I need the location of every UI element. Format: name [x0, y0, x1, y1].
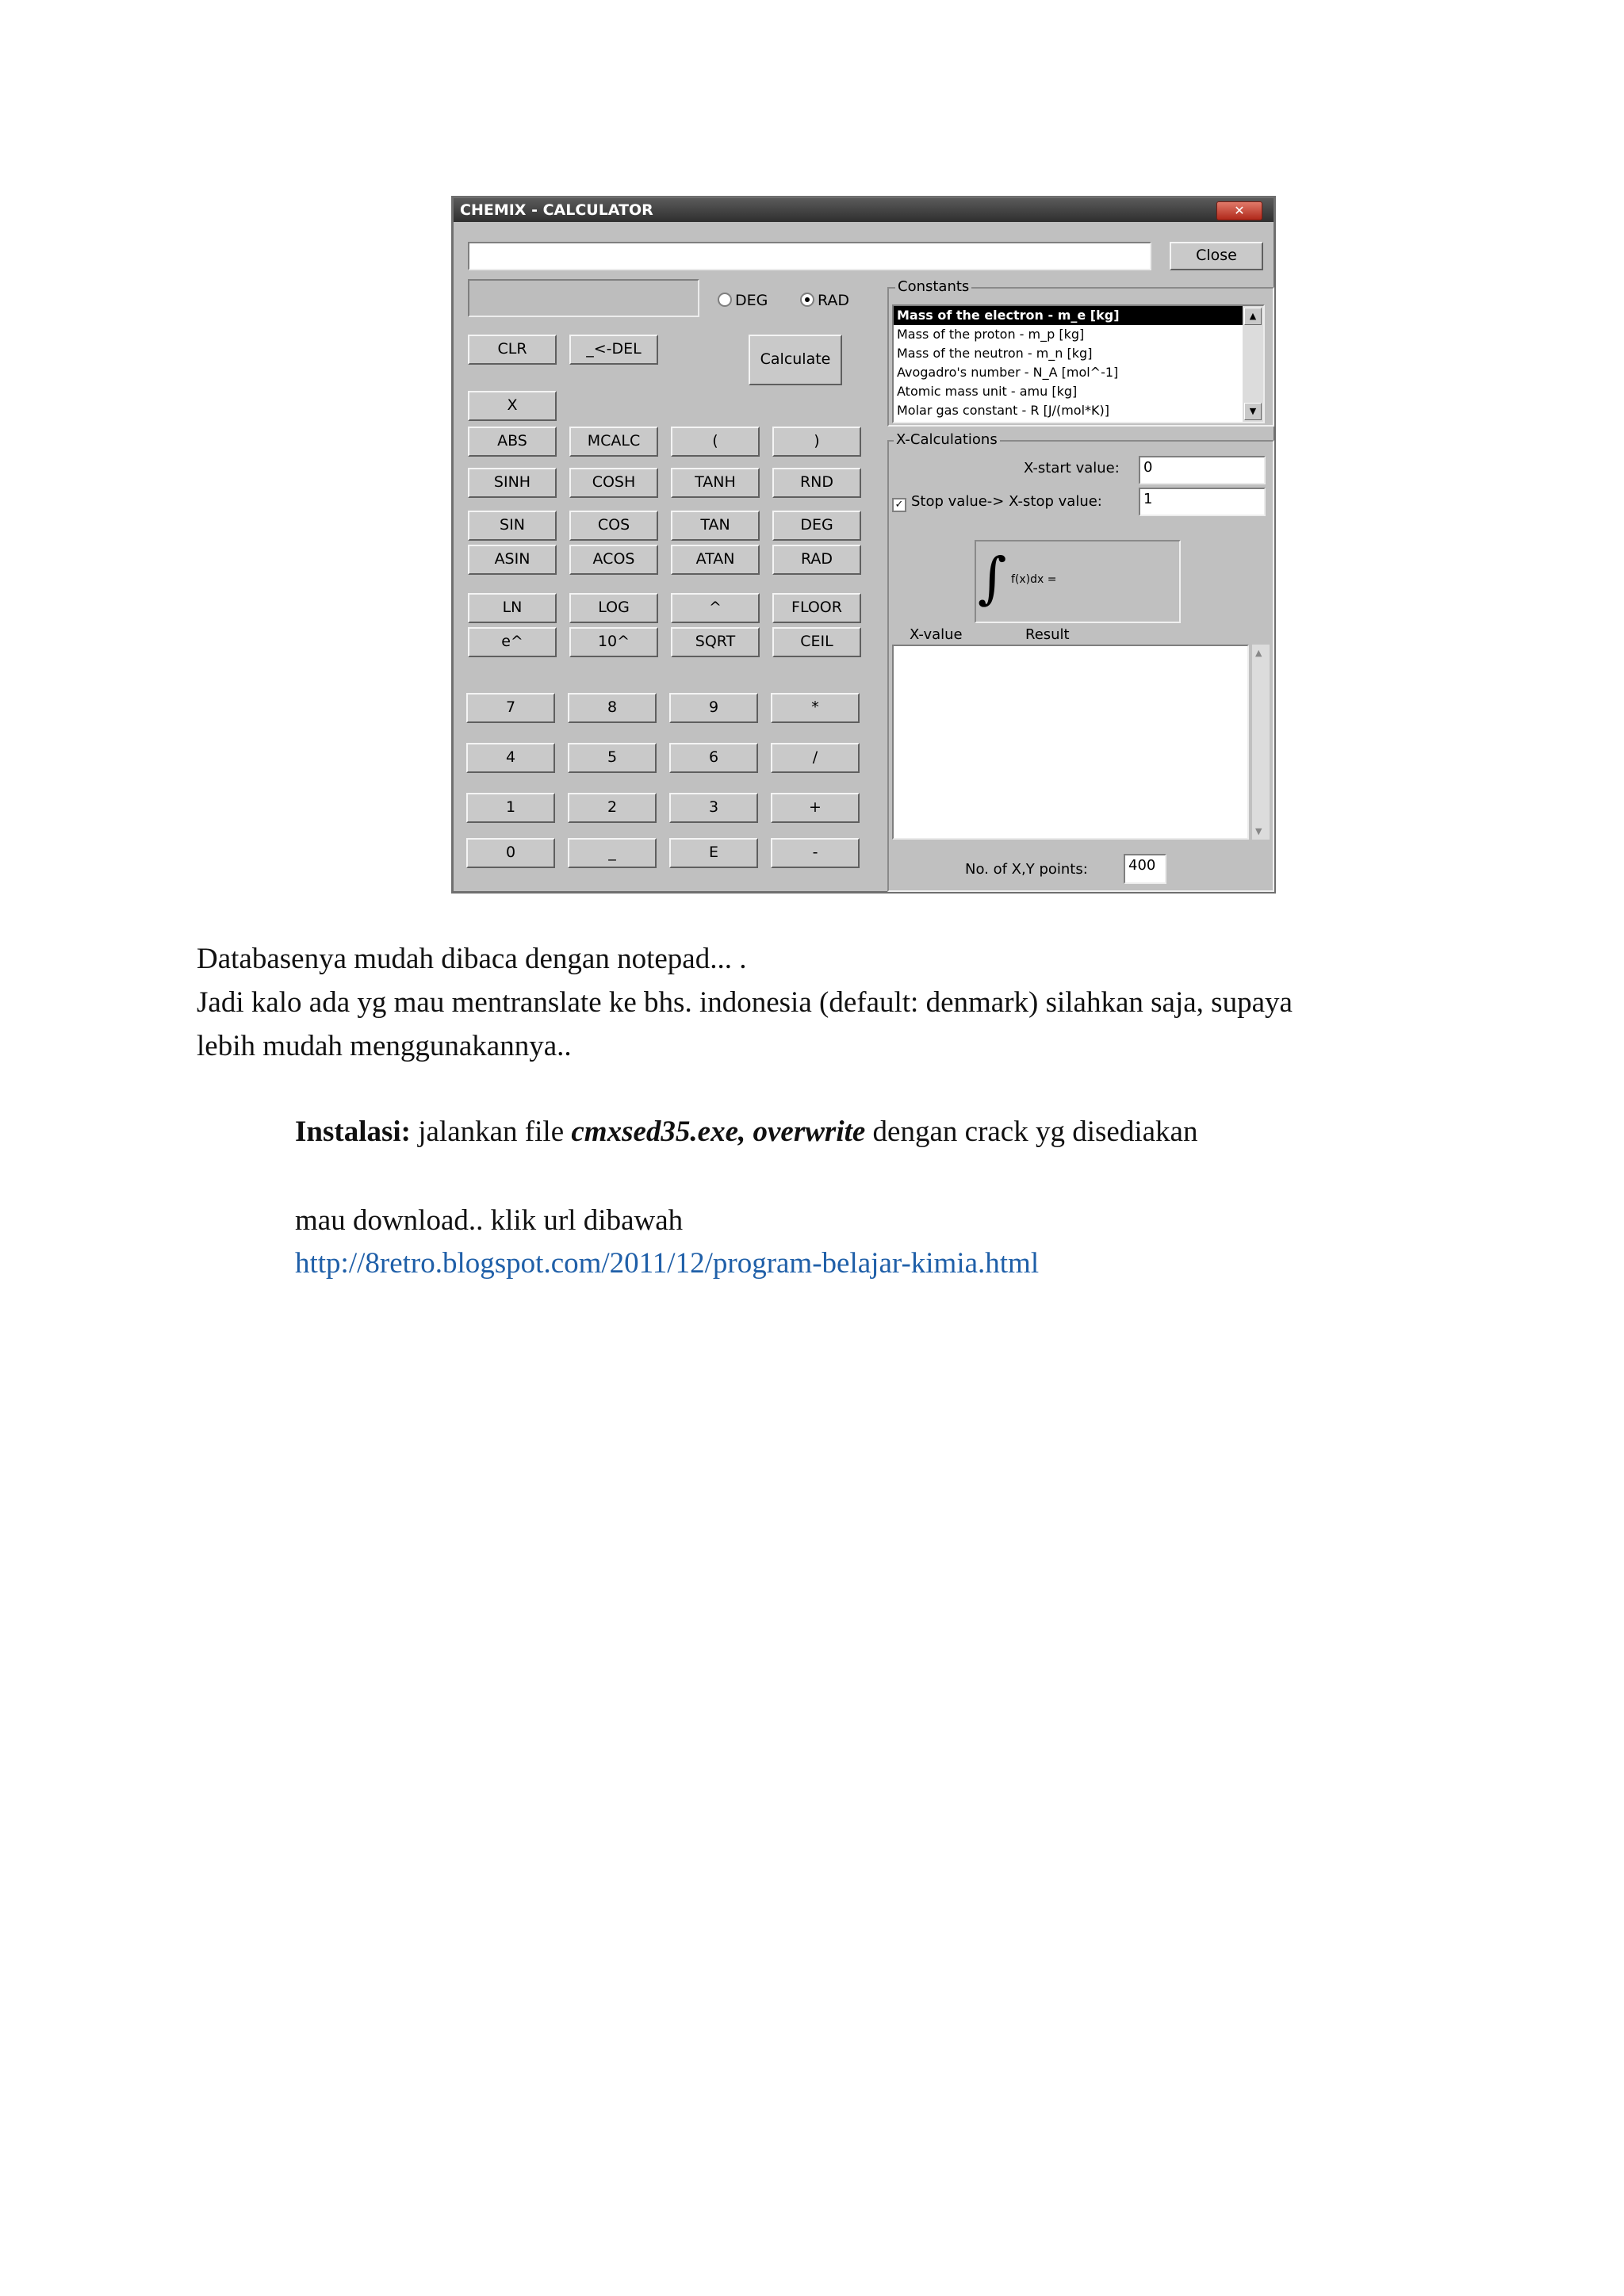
rad-radio-label: RAD	[818, 292, 850, 309]
rparen-button[interactable]: )	[772, 427, 861, 457]
points-input[interactable]: 400	[1124, 854, 1166, 884]
lparen-button[interactable]: (	[671, 427, 760, 457]
clr-button[interactable]: CLR	[468, 335, 557, 365]
x-start-input[interactable]: 0	[1139, 456, 1266, 484]
x-start-label: X-start value:	[1024, 460, 1120, 476]
acos-button[interactable]: ACOS	[569, 545, 658, 575]
expression-input[interactable]	[468, 242, 1151, 270]
constant-item[interactable]: Avogadro's number - N_A [mol^-1]	[897, 365, 1119, 380]
deg-radio[interactable]	[718, 292, 768, 309]
constants-group	[887, 278, 1274, 427]
deg-radio-circle	[718, 293, 732, 307]
window-titlebar[interactable]	[454, 198, 1274, 222]
install-instruction	[295, 1115, 1197, 1150]
points-label: No. of X,Y points:	[965, 861, 1088, 878]
cos-button[interactable]: COS	[569, 511, 658, 541]
results-list[interactable]	[892, 645, 1249, 840]
paragraph-line-2: Jadi kalo ada yg mau mentranslate ke bhs. indonesia (default: denmark) silahkan saja, supaya	[197, 986, 1293, 1019]
result-header: Result	[1025, 626, 1070, 643]
rnd-button[interactable]: RND	[772, 468, 861, 498]
key-0[interactable]: 0	[466, 838, 555, 868]
key-3[interactable]: 3	[669, 793, 758, 823]
result-display	[468, 279, 699, 317]
key-1[interactable]: 1	[466, 793, 555, 823]
ceil-button[interactable]: CEIL	[772, 627, 861, 657]
floor-button[interactable]: FLOOR	[772, 593, 861, 623]
key-2[interactable]: 2	[568, 793, 657, 823]
tan-button[interactable]: TAN	[671, 511, 760, 541]
constants-legend: Constants	[895, 279, 971, 295]
constant-item[interactable]: Mass of the neutron - m_n [kg]	[897, 346, 1093, 361]
key-add[interactable]: +	[771, 793, 860, 823]
scroll-up-icon[interactable]: ▲	[1244, 308, 1262, 325]
integral-icon: ∫	[978, 545, 1007, 610]
close-icon[interactable]: ✕	[1216, 201, 1262, 220]
calculator-window	[451, 196, 1276, 894]
key-multiply[interactable]: *	[771, 693, 860, 723]
scroll-up-icon[interactable]: ▲	[1255, 648, 1262, 658]
atan-button[interactable]: ATAN	[671, 545, 760, 575]
key-8[interactable]: 8	[568, 693, 657, 723]
xcalc-legend: X-Calculations	[894, 432, 1000, 448]
constants-list[interactable]	[892, 304, 1265, 423]
x-button[interactable]: X	[468, 391, 557, 421]
scroll-down-icon[interactable]: ▼	[1244, 403, 1262, 420]
key-divide[interactable]: /	[771, 743, 860, 773]
stop-value-label: Stop value-> X-stop value:	[911, 493, 1102, 510]
pow10-button[interactable]: 10^	[569, 627, 658, 657]
x-stop-input[interactable]: 1	[1139, 488, 1266, 516]
cosh-button[interactable]: COSH	[569, 468, 658, 498]
xcalc-group	[887, 431, 1274, 892]
abs-button[interactable]: ABS	[468, 427, 557, 457]
key-9[interactable]: 9	[669, 693, 758, 723]
install-file: cmxsed35.exe, overwrite	[571, 1115, 866, 1148]
stop-value-checkbox[interactable]	[892, 492, 1102, 512]
key-7[interactable]: 7	[466, 693, 555, 723]
rad-button[interactable]: RAD	[772, 545, 861, 575]
rad-radio-circle	[800, 293, 814, 307]
download-link[interactable]: http://8retro.blogspot.com/2011/12/program-belajar-kimia.html	[295, 1247, 1040, 1280]
close-button[interactable]: Close	[1170, 242, 1263, 270]
ln-button[interactable]: LN	[468, 593, 557, 623]
mcalc-button[interactable]: MCALC	[569, 427, 658, 457]
key-subtract[interactable]: -	[771, 838, 860, 868]
download-text: mau download.. klik url dibawah	[295, 1204, 684, 1237]
key-4[interactable]: 4	[466, 743, 555, 773]
integral-label: f(x)dx =	[1011, 573, 1057, 586]
constant-item[interactable]: Mass of the electron - m_e [kg]	[894, 306, 1263, 325]
scroll-down-icon[interactable]: ▼	[1255, 826, 1262, 836]
deg-button[interactable]: DEG	[772, 511, 861, 541]
sqrt-button[interactable]: SQRT	[671, 627, 760, 657]
constant-item[interactable]: Mass of the proton - m_p [kg]	[897, 327, 1085, 342]
rad-radio[interactable]	[800, 292, 849, 309]
constants-scrollbar[interactable]	[1243, 306, 1263, 422]
key-e[interactable]: E	[669, 838, 758, 868]
key-decimal[interactable]: _	[568, 838, 657, 868]
integral-box	[975, 540, 1181, 623]
power-button[interactable]: ^	[671, 593, 760, 623]
asin-button[interactable]: ASIN	[468, 545, 557, 575]
x-value-header: X-value	[910, 626, 963, 643]
constant-item[interactable]: Atomic mass unit - amu [kg]	[897, 384, 1078, 399]
install-label: Instalasi:	[295, 1115, 411, 1148]
key-5[interactable]: 5	[568, 743, 657, 773]
tanh-button[interactable]: TANH	[671, 468, 760, 498]
key-6[interactable]: 6	[669, 743, 758, 773]
window-title: CHEMIX - CALCULATOR	[460, 201, 653, 219]
calculate-button[interactable]: Calculate	[749, 335, 842, 385]
sinh-button[interactable]: SINH	[468, 468, 557, 498]
deg-radio-label: DEG	[735, 292, 768, 309]
constant-item[interactable]: Molar gas constant - R [J/(mol*K)]	[897, 403, 1109, 418]
results-scrollbar[interactable]	[1252, 645, 1270, 840]
paragraph-line-3: lebih mudah menggunakannya..	[197, 1030, 572, 1062]
install-text-1: jalankan file	[410, 1115, 572, 1148]
exp-button[interactable]: e^	[468, 627, 557, 657]
checkbox-checked-icon[interactable]: ✓	[892, 498, 906, 512]
log-button[interactable]: LOG	[569, 593, 658, 623]
install-text-2: dengan crack yg disediakan	[865, 1115, 1198, 1148]
sin-button[interactable]: SIN	[468, 511, 557, 541]
paragraph-line-1: Databasenya mudah dibaca dengan notepad... .	[197, 943, 747, 975]
del-button[interactable]: _<-DEL	[569, 335, 658, 365]
